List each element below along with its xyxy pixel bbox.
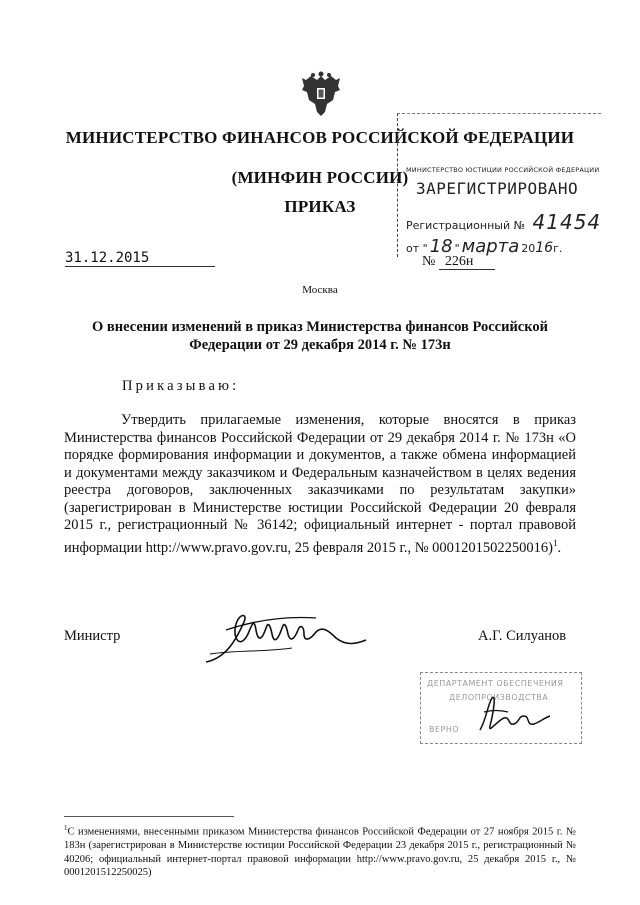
order-number bbox=[422, 254, 520, 270]
coat-of-arms-icon bbox=[300, 70, 342, 118]
order-number-label: № bbox=[422, 254, 436, 269]
ministry-short-name: (МИНФИН РОССИИ) bbox=[231, 168, 409, 187]
footnote-text: С изменениями, внесенными приказом Министерства финансов Российской Федерации от 27 ноября 2015 г. № 183н (зарегистрирован в Министерстве юстиции Российской Федерации 23 декабря 2015 г., регистрационный № 40206; официальный интернет-портал правовой информации http://www.pravo.gov.ru, 25 декабря 2015 г., № 0001201512250025) bbox=[64, 826, 576, 878]
stamp-registration-number bbox=[406, 210, 601, 234]
copy-stamp-line-3: ВЕРНО bbox=[429, 725, 460, 734]
registration-stamp bbox=[397, 113, 601, 257]
stamp-date-suffix: г. bbox=[553, 242, 563, 255]
footnote-reference: 1 bbox=[553, 537, 558, 548]
signatory-position: Министр bbox=[64, 628, 121, 644]
document-title: О внесении изменений в приказ Министерства финансов Российской Федерации от 29 декабря 2014 г. № 173н bbox=[92, 319, 548, 353]
footnote bbox=[64, 822, 576, 880]
body-text: Утвердить прилагаемые изменения, которые вносятся в приказ Министерства финансов Российской Федерации от 29 декабря 2014 г. № 173н «О порядке формирования информации и документов, а также обмена информацией и документами между заказчиком и Федеральным казначейством в целях ведения реестра договоров, заключенных заказчиками по результатам закупки» (зарегистрирован в Министерстве юстиции Российской Федерации 20 февраля 2015 г., регистрационный № 36142; официальный интернет - портал правовой информации http://www.pravo.gov.ru, 25 февраля 2015 г., № 0001201502250016) bbox=[64, 412, 576, 556]
document-type: ПРИКАЗ bbox=[284, 197, 356, 216]
stamp-authority: МИНИСТЕРСТВО ЮСТИЦИИ РОССИЙСКОЙ ФЕДЕРАЦИИ bbox=[406, 166, 600, 174]
ministry-name: МИНИСТЕРСТВО ФИНАНСОВ РОССИЙСКОЙ ФЕДЕРАЦИИ bbox=[65, 128, 575, 147]
stamp-date-quote: " bbox=[454, 242, 460, 255]
copy-stamp-signature bbox=[474, 690, 554, 738]
handwritten-signature bbox=[196, 600, 376, 670]
order-number-value: 226н bbox=[439, 254, 496, 270]
order-date: 31.12.2015 bbox=[65, 250, 215, 267]
signatory-name: А.Г. Силуанов bbox=[478, 628, 567, 644]
body-end: . bbox=[557, 539, 562, 556]
stamp-status: ЗАРЕГИСТРИРОВАНО bbox=[416, 179, 579, 198]
order-city: Москва bbox=[302, 284, 338, 296]
stamp-reg-label: Регистрационный № bbox=[406, 219, 526, 232]
copy-stamp-line-1: ДЕПАРТАМЕНТ ОБЕСПЕЧЕНИЯ bbox=[427, 679, 564, 688]
stamp-reg-number: 41454 bbox=[532, 210, 602, 234]
copy-stamp-line-2: ДЕЛОПРОИЗВОДСТВА bbox=[449, 693, 549, 702]
stamp-date-month: марта bbox=[461, 236, 520, 257]
stamp-date-prefix: от " bbox=[406, 242, 428, 255]
stamp-date-year: 16 bbox=[535, 240, 554, 256]
footnote-separator bbox=[64, 816, 234, 817]
stamp-date-day: 18 bbox=[429, 236, 453, 257]
body-paragraph bbox=[64, 412, 576, 557]
decree-word: Приказываю: bbox=[122, 378, 240, 394]
stamp-date-year-prefix: 20 bbox=[521, 242, 536, 255]
footnote-marker: 1 bbox=[64, 824, 68, 832]
